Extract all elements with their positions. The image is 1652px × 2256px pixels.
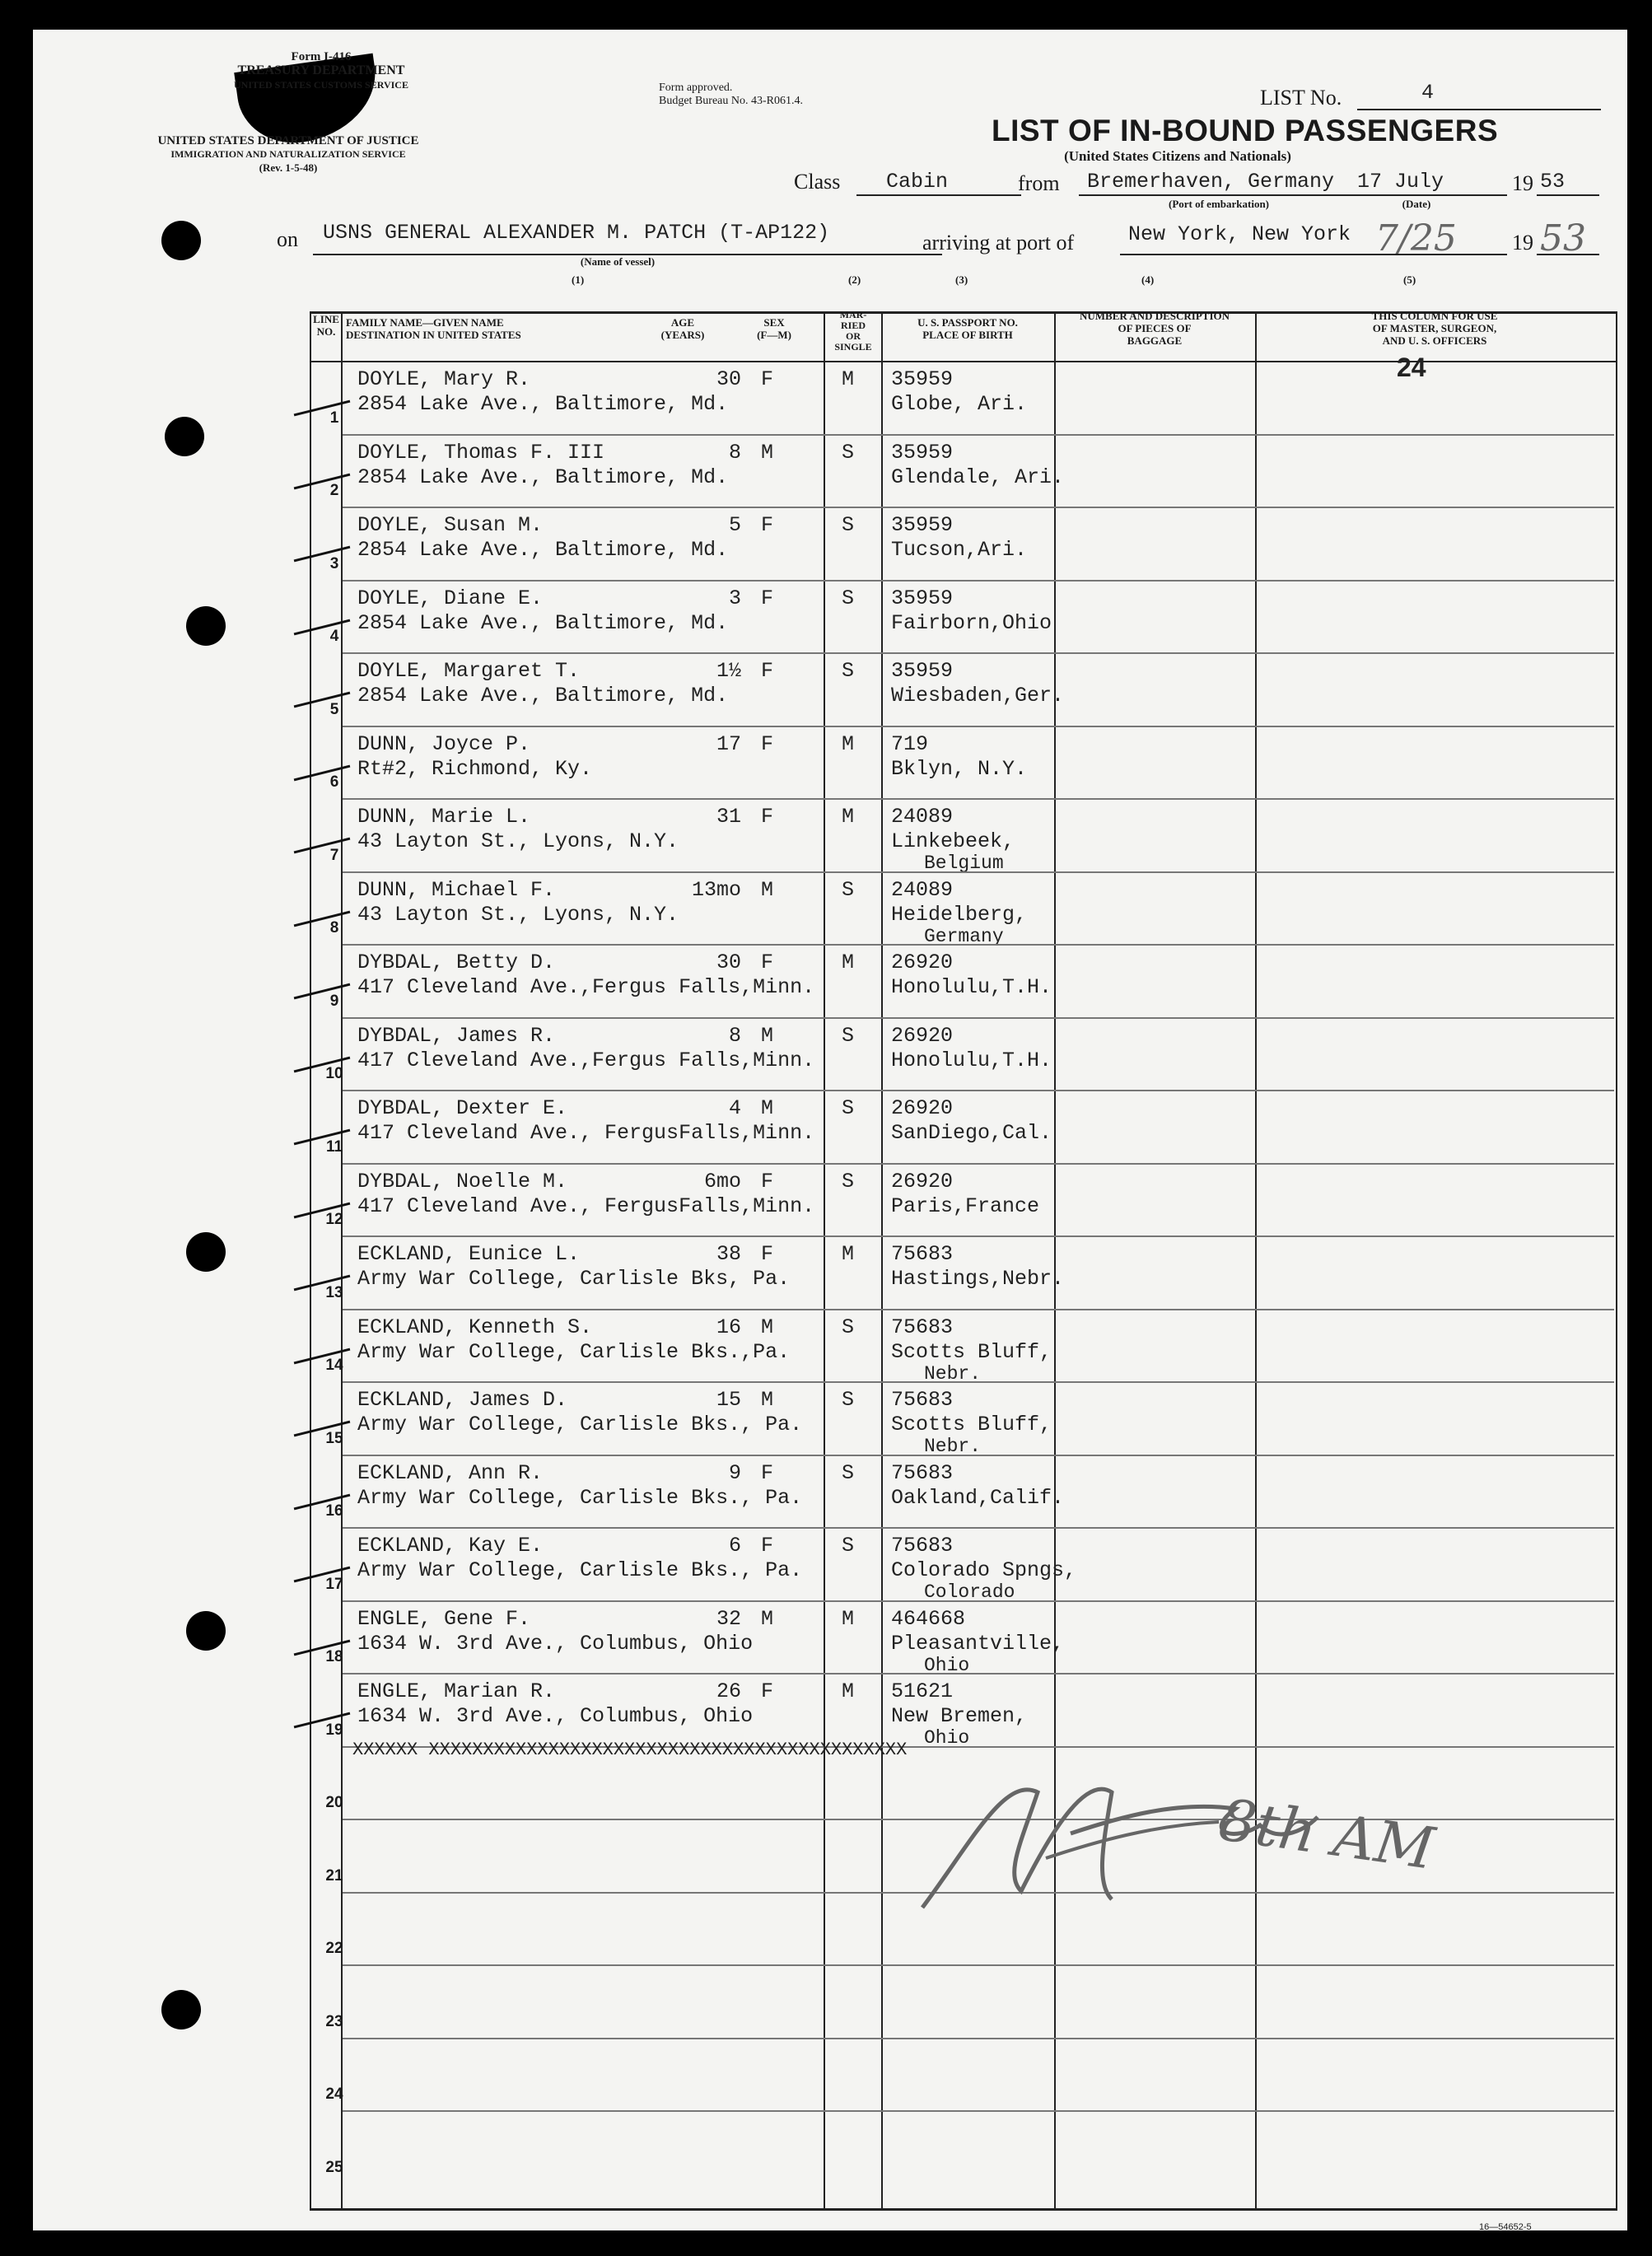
punch-hole	[165, 417, 204, 456]
passenger-name: ECKLAND, Kenneth S.	[357, 1315, 593, 1339]
marital-status: S	[842, 440, 855, 465]
passenger-address: Army War College, Carlisle Bks., Pa.	[357, 1413, 803, 1436]
arriving-label: arriving at port of	[922, 231, 1075, 255]
passenger-address: 417 Cleveland Ave.,Fergus Falls,Minn.	[357, 1048, 815, 1072]
place-of-birth: Globe, Ari.	[891, 392, 1028, 416]
place-of-birth: Pleasantville,	[891, 1631, 1065, 1656]
passenger-address: 43 Layton St., Lyons, N.Y.	[357, 902, 679, 927]
marital-status: S	[842, 659, 855, 683]
passenger-name: DYBDAL, Dexter E.	[357, 1096, 568, 1120]
passenger-sex: F	[761, 805, 774, 829]
line-number: 9	[329, 992, 339, 1010]
place-of-birth: Paris,France	[891, 1193, 1040, 1218]
line-number: 23	[325, 2012, 343, 2030]
line-number: 18	[325, 1648, 343, 1665]
passenger-name: ECKLAND, Ann R.	[357, 1460, 544, 1485]
from-label: from	[1018, 171, 1060, 195]
place-of-birth: SanDiego,Cal.	[891, 1121, 1052, 1145]
passenger-address: 43 Layton St., Lyons, N.Y.	[357, 829, 679, 853]
passenger-age: 16	[716, 1315, 741, 1339]
place-of-birth: Honolulu,T.H.	[891, 975, 1052, 999]
passenger-address: 2854 Lake Ave., Baltimore, Md.	[357, 610, 729, 635]
passenger-address: Army War College, Carlisle Bks, Pa.	[357, 1267, 791, 1291]
passenger-sex: F	[761, 1534, 774, 1558]
marital-status: S	[842, 1315, 855, 1339]
passenger-name: DOYLE, Susan M.	[357, 513, 544, 537]
header-sex: SEX (F—M)	[757, 316, 791, 341]
header-passport: U. S. PASSPORT NO. PLACE OF BIRTH	[917, 316, 1018, 341]
place-of-birth: Wiesbaden,Ger.	[891, 684, 1065, 708]
form-number: Form I-416	[291, 50, 352, 63]
passport-number: 26920	[891, 1096, 954, 1120]
passenger-sex: F	[761, 951, 774, 974]
place-of-birth: Bklyn, N.Y.	[891, 756, 1028, 781]
passport-number: 75683	[891, 1388, 954, 1412]
passenger-age: 5	[728, 513, 741, 537]
place-of-birth-cont: Nebr.	[924, 1362, 982, 1385]
line-number: 1	[329, 409, 339, 427]
passenger-sex: F	[761, 1679, 774, 1703]
passport-number: 464668	[891, 1606, 966, 1631]
passport-number: 35959	[891, 513, 954, 537]
line-number: 17	[325, 1575, 343, 1593]
passenger-sex: M	[761, 1023, 774, 1048]
punch-hole	[186, 606, 226, 646]
passenger-sex: F	[761, 1460, 774, 1485]
line-number: 16	[325, 1502, 343, 1520]
customs-service: UNITED STATES CUSTOMS SERVICE	[234, 79, 408, 91]
passport-number: 26920	[891, 1169, 954, 1193]
line-number: 6	[329, 773, 339, 791]
passport-number: 35959	[891, 659, 954, 683]
passenger-age: 15	[716, 1388, 741, 1412]
passenger-age: 6	[728, 1534, 741, 1558]
passenger-name: ENGLE, Marian R.	[357, 1679, 556, 1703]
line-number: 14	[325, 1357, 343, 1374]
passenger-name: DOYLE, Diane E.	[357, 586, 544, 610]
passenger-name: DUNN, Joyce P.	[357, 731, 531, 756]
place-of-birth: Hastings,Nebr.	[891, 1267, 1065, 1291]
footer-code: 16—54652-5	[1479, 2222, 1532, 2232]
line-number: 7	[329, 846, 339, 864]
place-of-birth-cont: Colorado	[924, 1581, 1015, 1603]
marital-status: S	[842, 877, 855, 902]
passenger-sex: F	[761, 1169, 774, 1193]
passenger-age: 6mo	[703, 1169, 741, 1193]
immigration-service: IMMIGRATION AND NATURALIZATION SERVICE	[170, 148, 406, 160]
passenger-address: 1634 W. 3rd Ave., Columbus, Ohio	[357, 1704, 754, 1728]
embarkation-port: Bremerhaven, Germany	[1087, 170, 1335, 194]
date-caption: (Date)	[1402, 198, 1431, 210]
place-of-birth: Oakland,Calif.	[891, 1485, 1065, 1510]
column-number: (5)	[1403, 273, 1416, 286]
line-number: 15	[325, 1429, 343, 1447]
arrival-date: 7/25	[1375, 217, 1457, 259]
passport-number: 719	[891, 731, 929, 756]
passenger-name: ECKLAND, Eunice L.	[357, 1242, 581, 1266]
passenger-sex: F	[761, 659, 774, 683]
line-number: 10	[325, 1065, 343, 1082]
passport-number: 75683	[891, 1460, 954, 1485]
passenger-name: DUNN, Michael F.	[357, 877, 556, 902]
passenger-count-mark: 24	[1397, 353, 1426, 382]
manifest-page	[33, 30, 1627, 2230]
passenger-age: 8	[728, 1023, 741, 1048]
line-number: 3	[329, 554, 339, 572]
page-title: LIST OF IN-BOUND PASSENGERS	[992, 114, 1499, 147]
justice-department: UNITED STATES DEPARTMENT OF JUSTICE	[157, 134, 419, 147]
strikeout-line: XXXXXX XXXXXXXXXXXXXXXXXXXXXXXXXXXXXXXXXXXXXXXXXXXX	[352, 1740, 908, 1760]
passport-number: 35959	[891, 586, 954, 610]
revision: (Rev. 1-5-48)	[259, 161, 318, 174]
passenger-address: 2854 Lake Ave., Baltimore, Md.	[357, 465, 729, 489]
passenger-age: 3	[728, 586, 741, 610]
passenger-name: ECKLAND, James D.	[357, 1388, 568, 1412]
passenger-sex: M	[761, 440, 774, 465]
passport-number: 26920	[891, 1023, 954, 1048]
header-baggage: NUMBER AND DESCRIPTION OF PIECES OF BAGGAGE	[1079, 310, 1230, 347]
arrival-port: New York, New York	[1128, 222, 1351, 246]
line-number: 11	[325, 1137, 343, 1156]
passenger-age: 1½	[716, 659, 741, 683]
passenger-sex: M	[761, 1315, 774, 1339]
marital-status: M	[842, 1679, 855, 1703]
line-number: 20	[325, 1794, 343, 1811]
marital-status: S	[842, 1534, 855, 1558]
form-approved: Form approved.	[659, 82, 733, 94]
handwritten-annotation: 8th AM	[1215, 1786, 1439, 1883]
header-age: AGE (YEARS)	[660, 316, 705, 341]
passport-number: 75683	[891, 1242, 954, 1266]
passenger-sex: M	[761, 1606, 774, 1631]
place-of-birth: Tucson,Ari.	[891, 538, 1028, 562]
header-line-no: LINE NO.	[313, 313, 339, 338]
passenger-age: 17	[716, 731, 741, 756]
passenger-address: 2854 Lake Ave., Baltimore, Md.	[357, 392, 729, 416]
marital-status: M	[842, 951, 855, 974]
passenger-address: Army War College, Carlisle Bks., Pa.	[357, 1485, 803, 1510]
passenger-sex: M	[761, 877, 774, 902]
passenger-address: 417 Cleveland Ave.,Fergus Falls,Minn.	[357, 975, 815, 999]
passenger-age: 26	[716, 1679, 741, 1703]
column-number: (2)	[848, 273, 861, 286]
header-married: MAR- RIED OR SINGLE	[834, 309, 872, 353]
line-number: 13	[325, 1283, 343, 1301]
place-of-birth-cont: Ohio	[924, 1727, 970, 1749]
place-of-birth: Heidelberg,	[891, 902, 1028, 927]
passenger-age: 31	[716, 805, 741, 829]
passenger-age: 13mo	[691, 877, 741, 902]
line-number: 5	[329, 700, 339, 718]
passenger-age: 32	[716, 1606, 741, 1631]
place-of-birth: Fairborn,Ohio	[891, 610, 1052, 635]
passenger-address: 2854 Lake Ave., Baltimore, Md.	[357, 684, 729, 708]
passenger-address: 2854 Lake Ave., Baltimore, Md.	[357, 538, 729, 562]
column-number: (4)	[1141, 273, 1155, 286]
place-of-birth: Glendale, Ari.	[891, 465, 1065, 489]
passport-number: 35959	[891, 440, 954, 465]
punch-hole	[161, 1990, 201, 2029]
year-value: 53	[1540, 170, 1566, 194]
line-number: 2	[329, 482, 339, 499]
place-of-birth: Linkebeek,	[891, 829, 1015, 853]
passenger-age: 30	[716, 951, 741, 974]
passenger-age: 8	[728, 440, 741, 465]
header-officers: THIS COLUMN FOR USE OF MASTER, SURGEON, AND U. S. OFFICERS	[1371, 310, 1498, 347]
class-label: Class	[794, 170, 841, 194]
place-of-birth: New Bremen,	[891, 1704, 1028, 1728]
arrival-year: 53	[1540, 217, 1586, 259]
passport-number: 51621	[891, 1679, 954, 1703]
marital-status: S	[842, 586, 855, 610]
place-of-birth: Scotts Bluff,	[891, 1339, 1052, 1364]
passport-number: 24089	[891, 877, 954, 902]
line-number: 22	[325, 1940, 343, 1957]
punch-hole	[186, 1611, 226, 1651]
treasury-department: TREASURY DEPARTMENT	[237, 63, 405, 77]
on-label: on	[277, 227, 298, 251]
marital-status: M	[842, 731, 855, 756]
passenger-sex: F	[761, 513, 774, 537]
place-of-birth-cont: Nebr.	[924, 1436, 982, 1457]
marital-status: S	[842, 1169, 855, 1193]
passenger-age: 38	[716, 1242, 741, 1266]
marital-status: S	[842, 1388, 855, 1412]
passenger-address: Army War College, Carlisle Bks., Pa.	[357, 1558, 803, 1582]
passenger-address: 417 Cleveland Ave., FergusFalls,Minn.	[357, 1121, 815, 1145]
passenger-sex: F	[761, 367, 774, 391]
place-of-birth-cont: Germany	[924, 925, 1004, 947]
passenger-age: 30	[716, 367, 741, 391]
class-value: Cabin	[886, 170, 949, 194]
line-number: 19	[325, 1721, 343, 1739]
punch-hole	[161, 221, 201, 260]
punch-hole	[186, 1232, 226, 1272]
page-subtitle: (United States Citizens and Nationals)	[1064, 148, 1291, 164]
passenger-sex: M	[761, 1388, 774, 1412]
place-of-birth: Honolulu,T.H.	[891, 1048, 1052, 1072]
line-number: 4	[329, 628, 339, 645]
place-of-birth: Scotts Bluff,	[891, 1413, 1052, 1436]
passenger-address: 417 Cleveland Ave., FergusFalls,Minn.	[357, 1193, 815, 1218]
list-no-label: LIST No.	[1260, 86, 1342, 110]
place-of-birth-cont: Ohio	[924, 1654, 970, 1676]
line-number: 8	[329, 919, 339, 936]
passenger-name: ENGLE, Gene F.	[357, 1606, 531, 1631]
passenger-age: 9	[728, 1460, 741, 1485]
passenger-name: DYBDAL, Noelle M.	[357, 1169, 568, 1193]
marital-status: M	[842, 1606, 855, 1631]
port-embarkation-caption: (Port of embarkation)	[1168, 198, 1270, 210]
passenger-sex: M	[761, 1096, 774, 1120]
passenger-sex: F	[761, 586, 774, 610]
embarkation-date: 17 July	[1357, 170, 1444, 194]
passenger-age: 4	[728, 1096, 741, 1120]
year-prefix: 19	[1512, 171, 1533, 195]
place-of-birth-cont: Belgium	[924, 852, 1004, 874]
passenger-sex: F	[761, 1242, 774, 1266]
passport-number: 35959	[891, 367, 954, 391]
marital-status: M	[842, 1242, 855, 1266]
arrival-year-prefix: 19	[1512, 231, 1533, 255]
line-number: 21	[325, 1866, 343, 1885]
budget-bureau: Budget Bureau No. 43-R061.4.	[659, 95, 803, 107]
list-no-value: 4	[1421, 81, 1435, 105]
header-name: FAMILY NAME—GIVEN NAME DESTINATION IN UNITED STATES	[346, 316, 521, 341]
passport-number: 24089	[891, 805, 954, 829]
passport-number: 26920	[891, 951, 954, 974]
line-number: 12	[325, 1211, 343, 1228]
vessel-caption: (Name of vessel)	[580, 255, 656, 268]
passenger-name: ECKLAND, Kay E.	[357, 1534, 544, 1558]
passport-number: 75683	[891, 1534, 954, 1558]
passenger-name: DOYLE, Mary R.	[357, 367, 531, 391]
passenger-name: DYBDAL, Betty D.	[357, 951, 556, 974]
marital-status: S	[842, 1460, 855, 1485]
marital-status: S	[842, 1023, 855, 1048]
passenger-address: 1634 W. 3rd Ave., Columbus, Ohio	[357, 1631, 754, 1656]
marital-status: M	[842, 805, 855, 829]
passenger-name: DOYLE, Thomas F. III	[357, 440, 605, 465]
marital-status: S	[842, 1096, 855, 1120]
line-number: 25	[325, 2158, 343, 2176]
passenger-address: Rt#2, Richmond, Ky.	[357, 756, 593, 781]
vessel-name: USNS GENERAL ALEXANDER M. PATCH (T-AP122)	[323, 221, 830, 245]
passenger-address: Army War College, Carlisle Bks.,Pa.	[357, 1339, 791, 1364]
passenger-sex: F	[761, 731, 774, 756]
column-number: (1)	[572, 273, 585, 286]
passenger-name: DYBDAL, James R.	[357, 1023, 556, 1048]
line-number: 24	[325, 2086, 343, 2103]
passenger-name: DOYLE, Margaret T.	[357, 659, 581, 683]
column-number: (3)	[955, 273, 968, 286]
passport-number: 75683	[891, 1315, 954, 1339]
marital-status: M	[842, 367, 855, 391]
marital-status: S	[842, 513, 855, 537]
passenger-name: DUNN, Marie L.	[357, 805, 531, 829]
place-of-birth: Colorado Spngs,	[891, 1558, 1077, 1582]
